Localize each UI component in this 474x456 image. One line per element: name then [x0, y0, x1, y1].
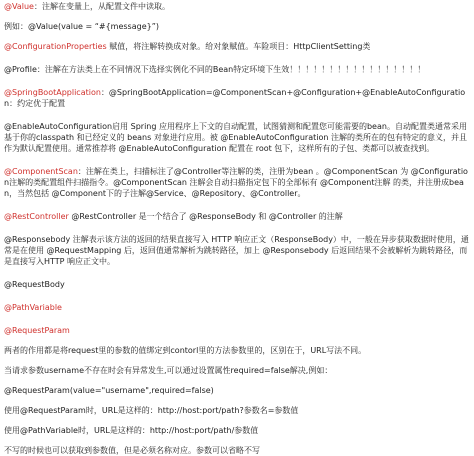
value-example: 例如：@Value(value = “#{message}”): [4, 22, 159, 31]
both-line: 两者的作用都是将request里的参数的值绑定到contorl里的方法参数里的，区别在于，URL写法不同。: [4, 346, 367, 355]
component-scan-paragraph: [4, 166, 470, 199]
annotation-request-param: @RequestParam: [4, 326, 70, 335]
annotation-rest-controller: @RestController: [4, 212, 69, 221]
request-body-line: @RequestBody: [4, 280, 65, 289]
value-line: [4, 1, 470, 12]
annotation-path-variable: @PathVariable: [4, 303, 62, 312]
value-description: ：注解在变量上，从配置文件中读取。: [33, 2, 170, 11]
annotation-component-scan: @ComponentScan: [4, 167, 78, 176]
springboot-app-line: [4, 87, 470, 109]
last-line: 不写的时候也可以获取到参数值，但是必须名称对应。参数可以省略不写: [4, 446, 260, 455]
use-request-param-line: 使用@RequestParam时，URL是这样的：http://host:port/path?参数名=参数值: [4, 406, 299, 415]
config-props-line: [4, 41, 470, 52]
annotation-configuration-properties: @ConfigurationProperties: [4, 42, 107, 51]
component-scan-description: ：注解在类上，扫描标注了@Controller等注解的类，注册为bean 。@ComponentScan 为 @Configuration注解的类配置组件扫描指令。@ComponentScan 注解会自动扫描指定包下的全部标有 @Component注解 的类，并注册成bean，当然包括 @Component下的子注解@Service、@Repository、@Controller。: [4, 167, 468, 198]
annotation-springboot-application: @SpringBootApplication: [4, 88, 101, 97]
when-line: 当请求参数username不存在时会有异常发生,可以通过设置属性required=false解决,例如：: [4, 366, 333, 375]
response-body-paragraph: @Responsebody 注解表示该方法的返回的结果直接写入 HTTP 响应正文（ResponseBody）中，一般在异步获取数据时使用，通常是在使用 @RequestMapping 后，返回值通常解析为跳转路径，加上 @Responsebody 后返回结果不会被解析为跳转路径，而是直接写入HTTP 响应正文中。: [4, 235, 469, 266]
request-param-example: @RequestParam(value="username",required=false): [4, 386, 214, 395]
rest-controller-description: @RestController 是一个结合了 @ResponseBody 和 @Controller 的注解: [68, 212, 343, 221]
annotation-value: @Value: [4, 2, 34, 11]
profile-line: @Profile：注解在方法类上在不同情况下选择实例化不同的Bean特定环境下生效！！！！！！！！！！！！！！！！！: [4, 65, 426, 74]
springboot-app-description: ：@SpringBootApplication=@ComponentScan+@Configuration+@EnableAutoConfiguration：约定优于配置: [4, 88, 466, 108]
config-props-description: 赋值，将注解转换成对象。给对象赋值。车险项目：HttpClientSetting类: [106, 42, 371, 51]
use-path-variable-line: 使用@PathVariable时，URL是这样的：http://host:port/path/参数值: [4, 426, 259, 435]
enable-auto-paragraph: @EnableAutoConfiguration启用 Spring 应用程序上下文的自动配置，试图猜测和配置您可能需要的bean。自动配置类通常采用基于你的classpath 和已经定义的 beans 对象进行应用。被 @EnableAutoConfiguration 注解的类所在的包有特定的意义，并且作为默认配置使用。通常推荐将 @EnableAutoConfiguration 配置在 root 包下，这样所有的子包、类都可以被查找到。: [4, 122, 467, 153]
rest-controller-line: [4, 211, 470, 222]
